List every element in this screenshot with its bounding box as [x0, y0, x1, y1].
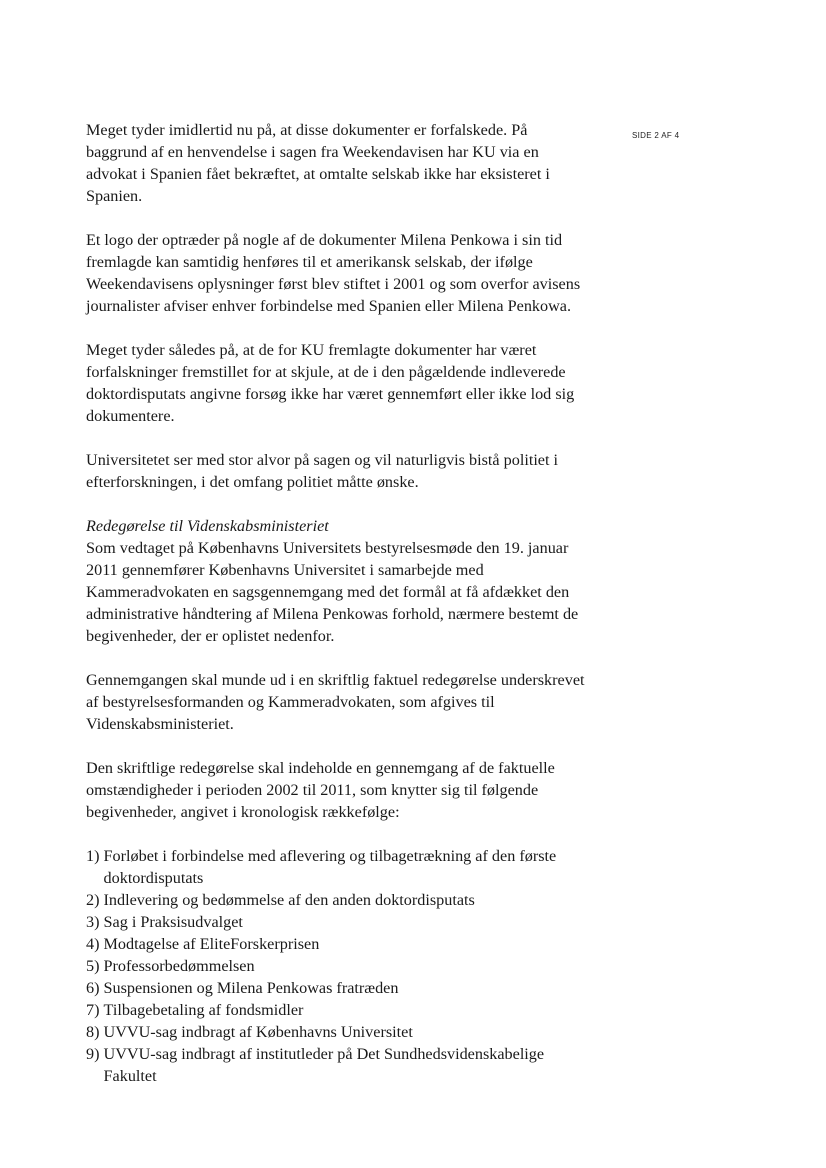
list-item	[86, 933, 592, 955]
list-text: Tilbagebetaling af fondsmidler	[103, 1001, 304, 1019]
list-text: Modtagelse af EliteForskerprisen	[103, 935, 320, 953]
event-list	[86, 845, 592, 1087]
paragraph-written-report: Gennemgangen skal munde ud i en skriftlig faktuel redegørelse underskrevet af bestyrelsesformanden og Kammeradvokaten, som afgives til Videnskabsministeriet.	[86, 671, 585, 733]
document-body	[86, 119, 592, 1087]
list-text: UVVU-sag indbragt af institutleder på Det Sundhedsvidenskabelige Fakultet	[103, 1045, 545, 1085]
paragraph-report-contents: Den skriftlige redegørelse skal indeholde en gennemgang af de faktuelle omstændigheder i perioden 2002 til 2011, som knytter sig til følgende begivenheder, angivet i kronologisk rækkefølge:	[86, 759, 555, 821]
list-number: 2)	[86, 891, 104, 909]
list-item	[86, 955, 592, 977]
list-number: 4)	[86, 935, 104, 953]
list-item	[86, 845, 592, 889]
paragraph-forgery-spain: Meget tyder imidlertid nu på, at disse dokumenter er forfalskede. På baggrund af en henvendelse i sagen fra Weekendavisen har KU via en advokat i Spanien fået bekræftet, at omtalte selskab ikke har eksisteret i Spanien.	[86, 121, 550, 205]
list-text: Indlevering og bedømmelse af den anden doktordisputats	[103, 891, 475, 909]
list-item	[86, 889, 592, 911]
list-text: UVVU-sag indbragt af Københavns Universitet	[103, 1023, 413, 1041]
paragraph-board-meeting: Som vedtaget på Københavns Universitets bestyrelsesmøde den 19. januar 2011 gennemfører Københavns Universitet i samarbejde med Kammeradvokaten en sagsgennemgang med det formål at få afdækket den administrative håndtering af Milena Penkowas forhold, nærmere bestemt de begivenheder, der er oplistet nedenfor.	[86, 539, 579, 645]
list-number: 8)	[86, 1023, 104, 1041]
list-item	[86, 1021, 592, 1043]
list-item	[86, 911, 592, 933]
list-number: 6)	[86, 979, 104, 997]
section-heading: Redegørelse til Videnskabsministeriet	[86, 517, 329, 535]
paragraph-police-assistance: Universitetet ser med stor alvor på sagen og vil naturligvis bistå politiet i efterforskningen, i det omfang politiet måtte ønske.	[86, 451, 559, 491]
list-number: 1)	[86, 847, 104, 865]
list-item	[86, 977, 592, 999]
list-number: 7)	[86, 1001, 104, 1019]
list-item	[86, 999, 592, 1021]
list-text: Professorbedømmelsen	[103, 957, 255, 975]
list-text: Sag i Praksisudvalget	[103, 913, 243, 931]
paragraph-forged-documents: Meget tyder således på, at de for KU fremlagte dokumenter har været forfalskninger fremstillet for at skjule, at de i den pågældende indleverede doktordisputats angivne forsøg ikke har været gennemført eller ikke lod sig dokumentere.	[86, 341, 575, 425]
list-text: Forløbet i forbindelse med aflevering og tilbagetrækning af den første doktordisputats	[103, 847, 557, 887]
list-text: Suspensionen og Milena Penkowas fratræden	[103, 979, 399, 997]
list-number: 9)	[86, 1045, 104, 1063]
list-number: 3)	[86, 913, 104, 931]
list-number: 5)	[86, 957, 104, 975]
paragraph-logo-american-company: Et logo der optræder på nogle af de dokumenter Milena Penkowa i sin tid fremlagde kan samtidig henføres til et amerikansk selskab, der ifølge Weekendavisens oplysninger først blev stiftet i 2001 og som overfor avisens journalister afviser enhver forbindelse med Spanien eller Milena Penkowa.	[86, 231, 581, 315]
list-item	[86, 1043, 592, 1087]
page-number-marker: SIDE 2 AF 4	[632, 131, 680, 140]
